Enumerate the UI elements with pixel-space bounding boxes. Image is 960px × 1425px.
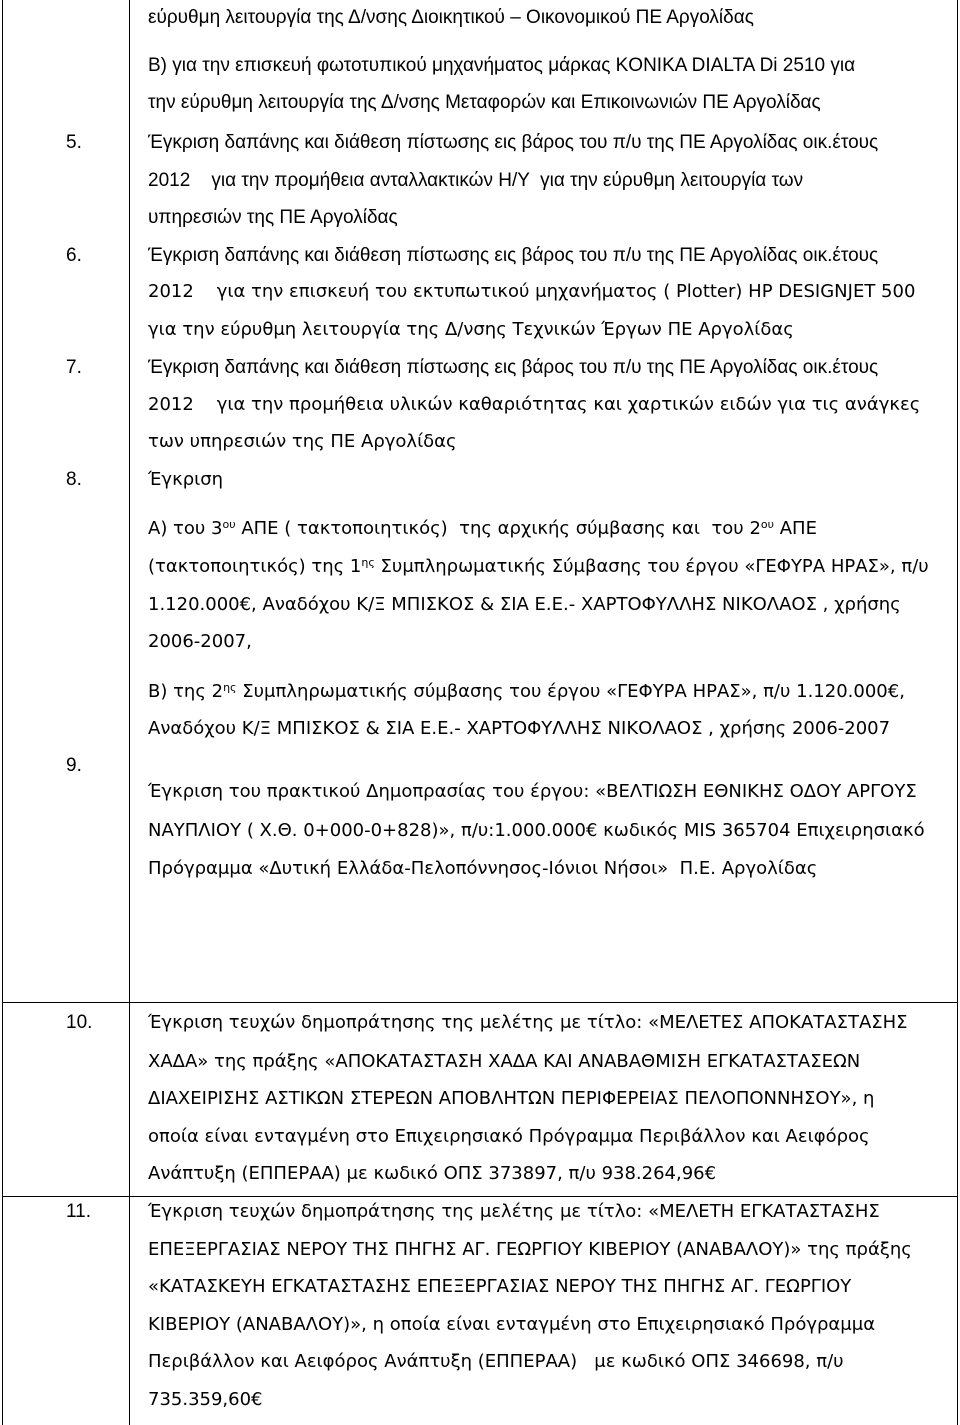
text-line: Περιβάλλον και Αειφόρος Ανάπτυξη (ΕΠΠΕΡΑΑ) με κωδικό ΟΠΣ 346698, π/υ bbox=[148, 1351, 844, 1372]
table-row-rule bbox=[2, 1196, 958, 1197]
text-line: υπηρεσιών της ΠΕ Αργολίδας bbox=[148, 207, 398, 228]
item-number: 7. bbox=[66, 357, 82, 378]
item-number: 6. bbox=[66, 245, 82, 266]
text-line: 735.359,60€ bbox=[148, 1389, 263, 1410]
item-number: 5. bbox=[66, 132, 82, 153]
item-number: 9. bbox=[66, 755, 82, 776]
text-line: για την εύρυθμη λειτουργία της Δ/νσης Τεχνικών Έργων ΠΕ Αργολίδας bbox=[148, 319, 794, 340]
table-divider bbox=[129, 0, 130, 1425]
text-line: 2012 για την προμήθεια υλικών καθαριότητας και χαρτικών ειδών για τις ανάγκες bbox=[148, 394, 921, 415]
text-line: την εύρυθμη λειτουργία της Δ/νσης Μεταφορών και Επικοινωνιών ΠΕ Αργολίδας bbox=[148, 92, 821, 113]
text-line: Έγκριση bbox=[148, 469, 224, 490]
text-line: Έγκριση δαπάνης και διάθεση πίστωσης εις βάρος του π/υ της ΠΕ Αργολίδας οικ.έτους bbox=[148, 357, 879, 378]
table-row-rule bbox=[2, 1002, 958, 1003]
table-border-left bbox=[2, 0, 3, 1425]
text-line: 2006-2007, bbox=[148, 631, 252, 652]
text-line: Έγκριση δαπάνης και διάθεση πίστωσης εις βάρος του π/υ της ΠΕ Αργολίδας οικ.έτους bbox=[148, 132, 879, 153]
text-line: Έγκριση τευχών δημοπράτησης της μελέτης με τίτλο: «ΜΕΛΕΤΗ ΕΓΚΑΤΑΣΤΑΣΗΣ bbox=[148, 1201, 880, 1222]
text-line: Έγκριση τευχών δημοπράτησης της μελέτης με τίτλο: «ΜΕΛΕΤΕΣ ΑΠΟΚΑΤΑΣΤΑΣΗΣ bbox=[148, 1012, 908, 1033]
text-line: Έγκριση δαπάνης και διάθεση πίστωσης εις βάρος του π/υ της ΠΕ Αργολίδας οικ.έτους bbox=[148, 245, 879, 266]
text-line: Β) για την επισκευή φωτοτυπικού μηχανήματος μάρκας KONIKA DIALTA Di 2510 για bbox=[148, 55, 856, 76]
text-line: (τακτοποιητικός) της $1^{\eta\varsigma}$ Συμπληρωματικής Σύμβασης του έργου «ΓΕΦΥΡΑ ΗΡΑΣ», π/υ bbox=[148, 556, 929, 577]
text-line: Ανάπτυξη (ΕΠΠΕΡΑΑ) με κωδικό ΟΠΣ 373897, π/υ 938.264,96€ bbox=[148, 1163, 717, 1184]
text-line: ΧΑΔΑ» της πράξης «ΑΠΟΚΑΤΑΣΤΑΣΗ ΧΑΔΑ ΚΑΙ ΑΝΑΒΑΘΜΙΣΗ ΕΓΚΑΤΑΣΤΑΣΕΩΝ bbox=[148, 1051, 861, 1072]
text-line: εύρυθμη λειτουργία της Δ/νσης Διοικητικού – Οικονομικού ΠΕ Αργολίδας bbox=[148, 7, 754, 28]
text-line: οποία είναι ενταγμένη στο Επιχειρησιακό Πρόγραμμα Περιβάλλον και Αειφόρος bbox=[148, 1126, 870, 1147]
text-line: 1.120.000€, Αναδόχου Κ/Ξ ΜΠΙΣΚΟΣ & ΣΙΑ Ε.Ε.- ΧΑΡΤΟΦΥΛΛΗΣ ΝΙΚΟΛΑΟΣ , χρήσης bbox=[148, 594, 901, 615]
text-line: Β) της $2^{\eta\varsigma}$ Συμπληρωματικής σύμβασης του έργου «ΓΕΦΥΡΑ ΗΡΑΣ», π/υ 1.120.000€, bbox=[148, 681, 905, 702]
table-border-right bbox=[957, 0, 958, 1425]
text-line: Α) του $3^{o\upsilon}$ ΑΠΕ ( τακτοποιητικός) της αρχικής σύμβασης και του $2^{o\upsilon}$ ΑΠΕ bbox=[148, 518, 817, 539]
text-line: 2012 για την επισκευή του εκτυπωτικού μηχανήματος ( Plotter) HP DESIGNJET 500 bbox=[148, 281, 916, 302]
item-number: 8. bbox=[66, 469, 82, 490]
text-line: Αναδόχου Κ/Ξ ΜΠΙΣΚΟΣ & ΣΙΑ Ε.Ε.- ΧΑΡΤΟΦΥΛΛΗΣ ΝΙΚΟΛΑΟΣ , χρήσης 2006-2007 bbox=[148, 718, 891, 739]
text-line: των υπηρεσιών της ΠΕ Αργολίδας bbox=[148, 431, 457, 452]
text-line: ΕΠΕΞΕΡΓΑΣΙΑΣ ΝΕΡΟΥ ΤΗΣ ΠΗΓΗΣ ΑΓ. ΓΕΩΡΓΙΟΥ ΚΙΒΕΡΙΟΥ (ΑΝΑΒΑΛΟΥ)» της πράξης bbox=[148, 1239, 912, 1260]
item-number: 10. bbox=[66, 1012, 93, 1033]
text-line: 2012 για την προμήθεια ανταλλακτικών Η/Υ για την εύρυθμη λειτουργία των bbox=[148, 170, 804, 191]
text-line: ΚΙΒΕΡΙΟΥ (ΑΝΑΒΑΛΟΥ)», η οποία είναι ενταγμένη στο Επιχειρησιακό Πρόγραμμα bbox=[148, 1314, 876, 1335]
text-line: Πρόγραμμα «Δυτική Ελλάδα-Πελοπόννησος-Ιόνιοι Νήσοι» Π.Ε. Αργολίδας bbox=[148, 858, 818, 879]
text-line: «ΚΑΤΑΣΚΕΥΗ ΕΓΚΑΤΑΣΤΑΣΗΣ ΕΠΕΞΕΡΓΑΣΙΑΣ ΝΕΡΟΥ ΤΗΣ ΠΗΓΗΣ ΑΓ. ΓΕΩΡΓΙΟΥ bbox=[148, 1276, 852, 1297]
text-line: ΝΑΥΠΛΙΟΥ ( Χ.Θ. 0+000-0+828)», π/υ:1.000.000€ κωδικός MIS 365704 Επιχειρησιακό bbox=[148, 820, 925, 841]
text-line: Έγκριση του πρακτικού Δημοπρασίας του έργου: «ΒΕΛΤΙΩΣΗ ΕΘΝΙΚΗΣ ΟΔΟΥ ΑΡΓΟΥΣ bbox=[148, 781, 917, 802]
text-line: ΔΙΑΧΕΙΡΙΣΗΣ ΑΣΤΙΚΩΝ ΣΤΕΡΕΩΝ ΑΠΟΒΛΗΤΩΝ ΠΕΡΙΦΕΡΕΙΑΣ ΠΕΛΟΠΟΝΝΗΣΟΥ», η bbox=[148, 1088, 875, 1109]
item-number: 11. bbox=[66, 1201, 92, 1222]
